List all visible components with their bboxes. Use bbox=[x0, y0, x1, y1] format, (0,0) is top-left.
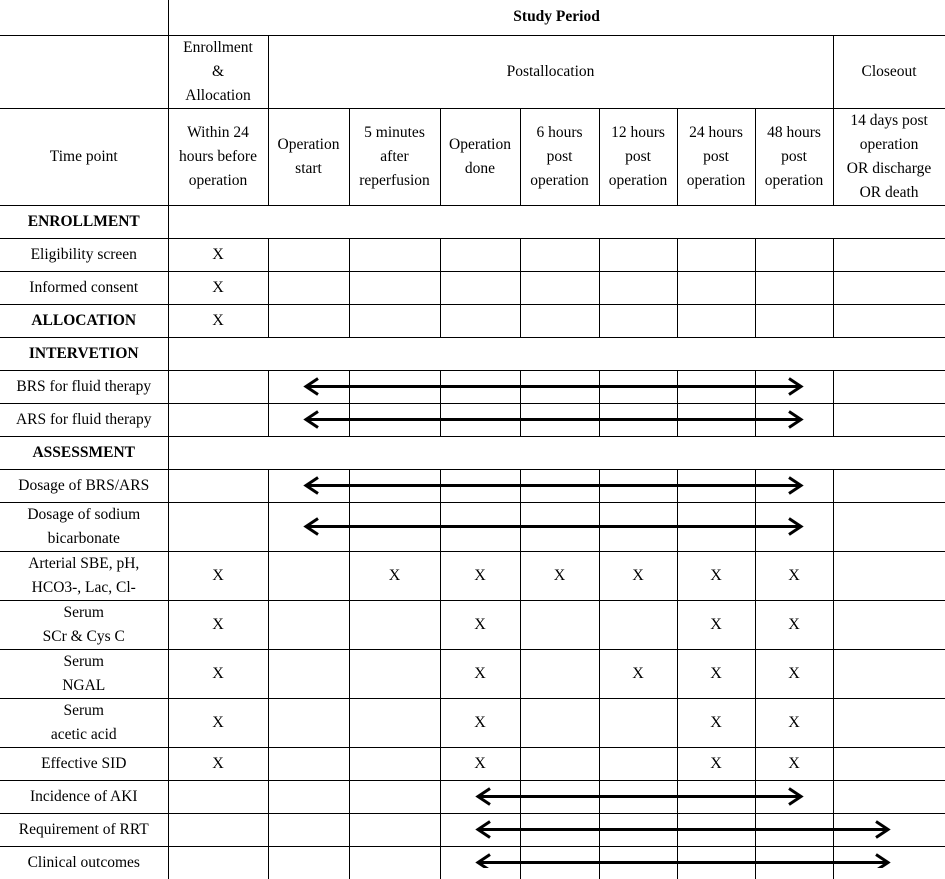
section-fill bbox=[168, 337, 945, 370]
time-point-3-line: done bbox=[464, 159, 496, 177]
empty-cell bbox=[677, 813, 755, 846]
mark-cell: X bbox=[755, 551, 833, 600]
empty-cell bbox=[677, 780, 755, 813]
time-point-7-line: 48 hours bbox=[767, 123, 821, 141]
time-point-8-line: OR death bbox=[859, 183, 919, 201]
empty-cell bbox=[599, 469, 677, 502]
schedule-row bbox=[0, 238, 945, 271]
time-point-6-line: operation bbox=[686, 171, 746, 189]
empty-cell bbox=[168, 846, 268, 879]
time-point-0 bbox=[168, 108, 268, 205]
row-label-line: Serum bbox=[63, 652, 104, 670]
mark-cell: X bbox=[677, 600, 755, 649]
row-label-line: ARS for fluid therapy bbox=[15, 410, 152, 428]
mark-cell bbox=[520, 600, 599, 649]
mark-cell: X bbox=[755, 747, 833, 780]
empty-cell bbox=[349, 780, 440, 813]
row-label bbox=[0, 649, 168, 698]
mark-cell bbox=[268, 698, 349, 747]
empty-cell bbox=[440, 780, 520, 813]
row-label bbox=[0, 846, 168, 879]
empty-cell bbox=[833, 813, 945, 846]
time-point-2-line: reperfusion bbox=[359, 171, 430, 189]
schedule-row bbox=[0, 337, 945, 370]
schedule-row bbox=[0, 813, 945, 846]
mark-cell bbox=[599, 600, 677, 649]
empty-cell bbox=[833, 403, 945, 436]
time-point-6-line: 24 hours bbox=[689, 123, 743, 141]
time-point-5-line: post bbox=[625, 147, 651, 165]
postallocation-heading: Postallocation bbox=[268, 35, 833, 108]
empty-cell bbox=[677, 469, 755, 502]
empty-cell bbox=[440, 502, 520, 551]
empty-cell bbox=[268, 403, 349, 436]
row-label-line: Dosage of BRS/ARS bbox=[18, 476, 150, 494]
empty-cell bbox=[599, 846, 677, 879]
enrollment-allocation-heading-line: Enrollment bbox=[183, 38, 253, 56]
row-label bbox=[0, 780, 168, 813]
schedule-row bbox=[0, 304, 945, 337]
mark-cell bbox=[755, 304, 833, 337]
row-label bbox=[0, 304, 168, 337]
study-period-heading: Study Period bbox=[168, 0, 945, 35]
schedule-row bbox=[0, 271, 945, 304]
time-point-4-line: 6 hours bbox=[536, 123, 583, 141]
mark-cell bbox=[833, 747, 945, 780]
mark-cell bbox=[599, 747, 677, 780]
empty-cell bbox=[677, 370, 755, 403]
mark-cell: X bbox=[677, 551, 755, 600]
mark-cell: X bbox=[168, 551, 268, 600]
schedule-row bbox=[0, 469, 945, 502]
time-point-4-line: post bbox=[546, 147, 573, 165]
mark-cell: X bbox=[440, 649, 520, 698]
time-point-5-line: 12 hours bbox=[611, 123, 665, 141]
mark-cell bbox=[349, 304, 440, 337]
time-point-1-line: start bbox=[295, 159, 322, 177]
empty-cell bbox=[168, 469, 268, 502]
row-label bbox=[0, 337, 168, 370]
mark-cell bbox=[520, 649, 599, 698]
empty-cell bbox=[349, 846, 440, 879]
time-point-5 bbox=[599, 108, 677, 205]
corner-cell bbox=[0, 0, 168, 35]
mark-cell: X bbox=[168, 304, 268, 337]
row-label-line: ALLOCATION bbox=[31, 311, 137, 329]
mark-cell bbox=[349, 238, 440, 271]
row-label-line: INTERVETION bbox=[28, 344, 139, 362]
mark-cell bbox=[349, 747, 440, 780]
closeout-heading: Closeout bbox=[833, 35, 945, 108]
mark-cell bbox=[440, 304, 520, 337]
mark-cell bbox=[833, 551, 945, 600]
empty-cell bbox=[599, 780, 677, 813]
time-point-8-line: OR discharge bbox=[846, 159, 932, 177]
section-fill bbox=[168, 205, 945, 238]
row-label-line: Arterial SBE, pH, bbox=[28, 554, 140, 572]
row-label bbox=[0, 271, 168, 304]
row-label-line: Serum bbox=[63, 701, 104, 719]
row-label-line: bicarbonate bbox=[47, 529, 120, 547]
mark-cell: X bbox=[168, 271, 268, 304]
empty-cell bbox=[755, 469, 833, 502]
mark-cell: X bbox=[440, 698, 520, 747]
row-label-line: Clinical outcomes bbox=[27, 853, 140, 871]
time-point-2 bbox=[349, 108, 440, 205]
empty-cell bbox=[268, 469, 349, 502]
time-point-8-line: 14 days post bbox=[850, 111, 928, 129]
empty-cell bbox=[833, 469, 945, 502]
empty-cell bbox=[168, 502, 268, 551]
mark-cell bbox=[268, 271, 349, 304]
header-row-phases bbox=[0, 35, 945, 108]
time-point-6 bbox=[677, 108, 755, 205]
mark-cell: X bbox=[599, 551, 677, 600]
mark-cell bbox=[677, 304, 755, 337]
mark-cell: X bbox=[599, 649, 677, 698]
mark-cell: X bbox=[168, 698, 268, 747]
mark-cell bbox=[520, 238, 599, 271]
row-label-line: HCO3-, Lac, Cl- bbox=[31, 578, 136, 596]
empty-cell bbox=[755, 813, 833, 846]
schedule-row bbox=[0, 370, 945, 403]
schedule-row bbox=[0, 205, 945, 238]
mark-cell: X bbox=[677, 649, 755, 698]
empty-cell bbox=[599, 403, 677, 436]
mark-cell: X bbox=[755, 649, 833, 698]
schedule-row bbox=[0, 502, 945, 551]
row-label bbox=[0, 403, 168, 436]
mark-cell: X bbox=[168, 238, 268, 271]
mark-cell bbox=[833, 271, 945, 304]
schedule-row bbox=[0, 436, 945, 469]
mark-cell bbox=[349, 271, 440, 304]
time-point-1 bbox=[268, 108, 349, 205]
row-label bbox=[0, 551, 168, 600]
mark-cell bbox=[677, 238, 755, 271]
empty-cell bbox=[440, 813, 520, 846]
empty-cell bbox=[520, 403, 599, 436]
mark-cell bbox=[677, 271, 755, 304]
mark-cell bbox=[440, 271, 520, 304]
row-label-line: Incidence of AKI bbox=[29, 787, 138, 805]
time-point-0-line: hours before bbox=[179, 147, 257, 165]
row-label bbox=[0, 747, 168, 780]
mark-cell bbox=[520, 698, 599, 747]
empty-cell bbox=[349, 502, 440, 551]
empty-cell bbox=[440, 469, 520, 502]
schedule-row bbox=[0, 747, 945, 780]
mark-cell: X bbox=[755, 600, 833, 649]
time-point-3-line: Operation bbox=[449, 135, 511, 153]
mark-cell bbox=[520, 304, 599, 337]
time-point-7 bbox=[755, 108, 833, 205]
row-label bbox=[0, 502, 168, 551]
empty-cell bbox=[755, 502, 833, 551]
row-label bbox=[0, 698, 168, 747]
empty-cell bbox=[349, 370, 440, 403]
corner-cell bbox=[0, 35, 168, 108]
mark-cell bbox=[349, 698, 440, 747]
row-label-line: Serum bbox=[63, 603, 104, 621]
empty-cell bbox=[440, 846, 520, 879]
empty-cell bbox=[168, 813, 268, 846]
empty-cell bbox=[599, 813, 677, 846]
mark-cell bbox=[833, 238, 945, 271]
enrollment-allocation-heading-line: Allocation bbox=[185, 86, 251, 104]
schedule-row bbox=[0, 846, 945, 879]
row-label bbox=[0, 205, 168, 238]
empty-cell bbox=[168, 403, 268, 436]
row-label-line: ASSESSMENT bbox=[32, 443, 135, 461]
mark-cell bbox=[755, 238, 833, 271]
mark-cell bbox=[833, 649, 945, 698]
mark-cell: X bbox=[677, 698, 755, 747]
empty-cell bbox=[268, 502, 349, 551]
row-label-line: NGAL bbox=[62, 676, 106, 694]
schedule-row bbox=[0, 600, 945, 649]
row-label-line: ENROLLMENT bbox=[27, 212, 140, 230]
time-point-row bbox=[0, 108, 945, 205]
empty-cell bbox=[833, 846, 945, 879]
empty-cell bbox=[520, 370, 599, 403]
empty-cell bbox=[349, 403, 440, 436]
row-label bbox=[0, 238, 168, 271]
mark-cell bbox=[755, 271, 833, 304]
mark-cell: X bbox=[349, 551, 440, 600]
mark-cell: X bbox=[677, 747, 755, 780]
empty-cell bbox=[755, 370, 833, 403]
empty-cell bbox=[349, 813, 440, 846]
empty-cell bbox=[520, 469, 599, 502]
time-point-8 bbox=[833, 108, 945, 205]
row-label-line: BRS for fluid therapy bbox=[16, 377, 152, 395]
time-point-4 bbox=[520, 108, 599, 205]
mark-cell bbox=[520, 747, 599, 780]
row-label-line: acetic acid bbox=[50, 725, 117, 743]
schedule-row bbox=[0, 403, 945, 436]
mark-cell bbox=[268, 551, 349, 600]
schedule-row bbox=[0, 698, 945, 747]
time-point-2-line: after bbox=[380, 147, 409, 165]
schedule-row bbox=[0, 649, 945, 698]
time-point-2-line: 5 minutes bbox=[364, 123, 425, 141]
row-label-line: Requirement of RRT bbox=[18, 820, 149, 838]
time-point-7-line: post bbox=[781, 147, 807, 165]
empty-cell bbox=[677, 502, 755, 551]
mark-cell bbox=[833, 304, 945, 337]
empty-cell bbox=[268, 370, 349, 403]
enrollment-allocation-heading bbox=[168, 35, 268, 108]
schedule-row bbox=[0, 780, 945, 813]
mark-cell bbox=[599, 238, 677, 271]
row-label-line: Informed consent bbox=[29, 278, 139, 296]
empty-cell bbox=[755, 780, 833, 813]
time-point-0-line: operation bbox=[188, 171, 248, 189]
mark-cell bbox=[520, 271, 599, 304]
mark-cell bbox=[599, 304, 677, 337]
row-label-line: Eligibility screen bbox=[30, 245, 137, 263]
row-label bbox=[0, 370, 168, 403]
empty-cell bbox=[833, 502, 945, 551]
mark-cell bbox=[268, 747, 349, 780]
empty-cell bbox=[599, 370, 677, 403]
empty-cell bbox=[755, 403, 833, 436]
time-point-4-line: operation bbox=[530, 171, 589, 189]
mark-cell bbox=[833, 698, 945, 747]
time-point-8-line: operation bbox=[859, 135, 919, 153]
empty-cell bbox=[833, 370, 945, 403]
header-row-study-period bbox=[0, 0, 945, 35]
section-fill bbox=[168, 436, 945, 469]
time-point-7-line: operation bbox=[764, 171, 824, 189]
empty-cell bbox=[520, 780, 599, 813]
mark-cell bbox=[599, 698, 677, 747]
mark-cell: X bbox=[755, 698, 833, 747]
mark-cell bbox=[268, 238, 349, 271]
mark-cell: X bbox=[440, 600, 520, 649]
mark-cell bbox=[349, 600, 440, 649]
mark-cell bbox=[440, 238, 520, 271]
empty-cell bbox=[755, 846, 833, 879]
mark-cell bbox=[268, 649, 349, 698]
mark-cell: X bbox=[168, 600, 268, 649]
empty-cell bbox=[440, 403, 520, 436]
time-point-3 bbox=[440, 108, 520, 205]
time-point-label: Time point bbox=[0, 108, 168, 205]
empty-cell bbox=[677, 846, 755, 879]
mark-cell: X bbox=[440, 551, 520, 600]
empty-cell bbox=[440, 370, 520, 403]
mark-cell bbox=[349, 649, 440, 698]
empty-cell bbox=[168, 370, 268, 403]
schedule-row bbox=[0, 551, 945, 600]
empty-cell bbox=[349, 469, 440, 502]
time-point-0-line: Within 24 bbox=[187, 123, 249, 141]
row-label-line: Dosage of sodium bbox=[27, 505, 141, 523]
row-label bbox=[0, 436, 168, 469]
empty-cell bbox=[677, 403, 755, 436]
mark-cell bbox=[599, 271, 677, 304]
row-label bbox=[0, 600, 168, 649]
row-label bbox=[0, 813, 168, 846]
mark-cell: X bbox=[520, 551, 599, 600]
mark-cell bbox=[268, 600, 349, 649]
empty-cell bbox=[268, 846, 349, 879]
empty-cell bbox=[599, 502, 677, 551]
empty-cell bbox=[268, 780, 349, 813]
mark-cell: X bbox=[440, 747, 520, 780]
row-label-line: SCr & Cys C bbox=[42, 627, 125, 645]
empty-cell bbox=[520, 846, 599, 879]
enrollment-allocation-heading-line: & bbox=[211, 62, 225, 80]
row-label bbox=[0, 469, 168, 502]
empty-cell bbox=[520, 813, 599, 846]
empty-cell bbox=[833, 780, 945, 813]
empty-cell bbox=[268, 813, 349, 846]
mark-cell: X bbox=[168, 649, 268, 698]
time-point-1-line: Operation bbox=[277, 135, 340, 153]
empty-cell bbox=[520, 502, 599, 551]
empty-cell bbox=[168, 780, 268, 813]
mark-cell bbox=[833, 600, 945, 649]
mark-cell bbox=[268, 304, 349, 337]
mark-cell: X bbox=[168, 747, 268, 780]
time-point-6-line: post bbox=[703, 147, 729, 165]
row-label-line: Effective SID bbox=[41, 754, 127, 772]
time-point-5-line: operation bbox=[608, 171, 668, 189]
